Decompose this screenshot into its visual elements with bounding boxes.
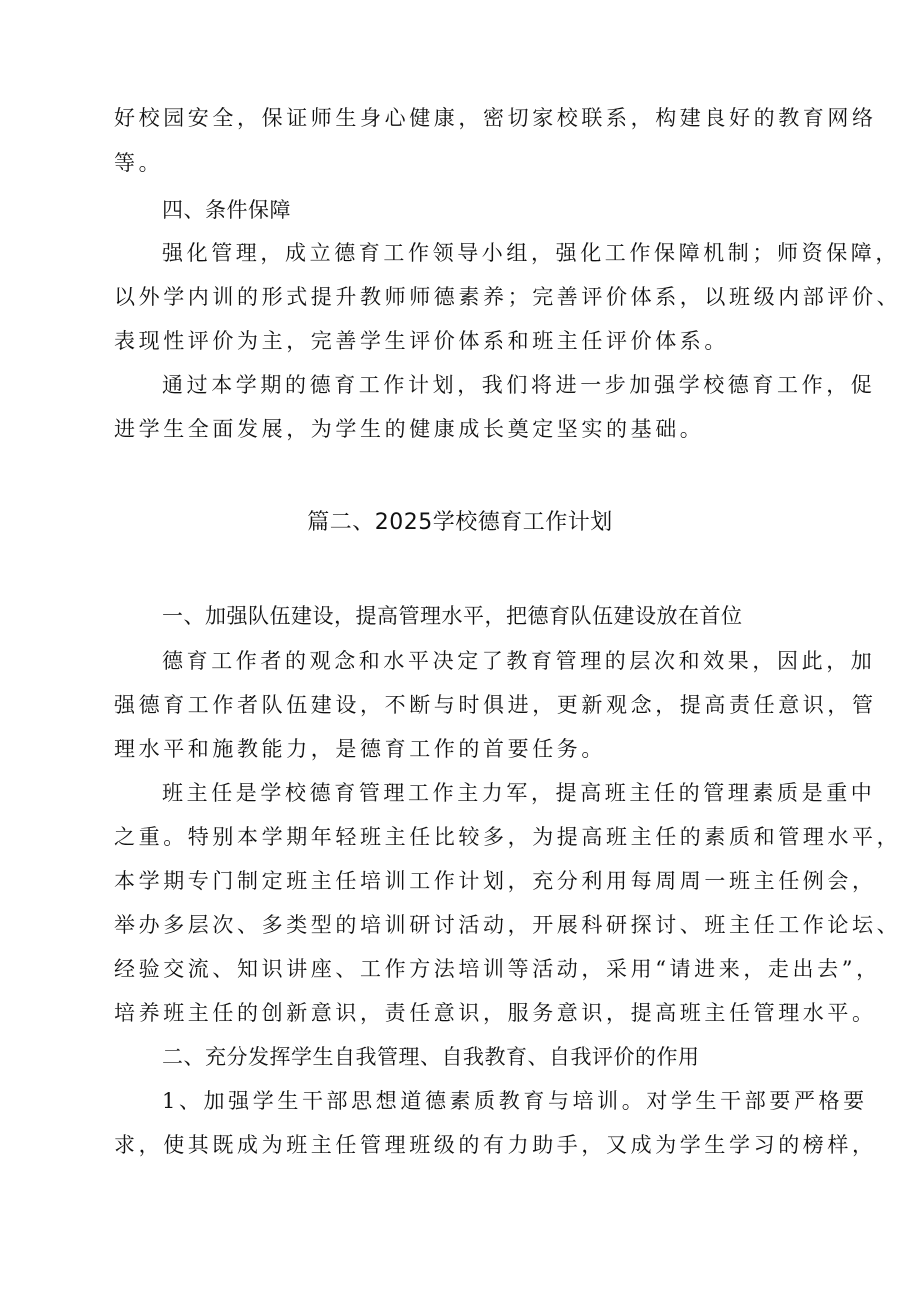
paragraph-line: 1、加强学生干部思想道德素质教育与培训。对学生干部要严格要 [162, 1089, 868, 1113]
section-heading-team-building: 一、加强队伍建设，提高管理水平，把德育队伍建设放在首位 [162, 604, 743, 628]
section-heading-self-management: 二、充分发挥学生自我管理、自我教育、自我评价的作用 [162, 1045, 700, 1069]
paragraph-line: 进学生全面发展，为学生的健康成长奠定坚实的基础。 [114, 417, 705, 441]
paragraph-line: 培养班主任的创新意识，责任意识，服务意识，提高班主任管理水平。 [114, 1001, 877, 1025]
paragraph-line: 求，使其既成为班主任管理班级的有力助手，又成为学生学习的榜样， [114, 1133, 877, 1157]
paragraph-line: 表现性评价为主，完善学生评价体系和班主任评价体系。 [114, 329, 729, 353]
paragraph-line: 以外学内训的形式提升教师师德素养；完善评价体系，以班级内部评价、 [114, 285, 902, 309]
section-heading-conditions: 四、条件保障 [162, 198, 291, 222]
paragraph-line: 通过本学期的德育工作计划，我们将进一步加强学校德育工作，促 [162, 373, 876, 397]
paragraph-line: 之重。特别本学期年轻班主任比较多，为提高班主任的素质和管理水平， [114, 825, 902, 849]
paragraph-line: 理水平和施教能力，是德育工作的首要任务。 [114, 737, 606, 761]
paragraph-line: 举办多层次、多类型的培训研讨活动，开展科研探讨、班主任工作论坛、 [114, 913, 902, 937]
paragraph-line: 等。 [114, 151, 164, 175]
paragraph-line: 强化管理，成立德育工作领导小组，强化工作保障机制；师资保障， [162, 241, 900, 265]
paragraph-line: 经验交流、知识讲座、工作方法培训等活动，采用“请进来，走出去”， [114, 957, 881, 981]
paragraph-line: 好校园安全，保证师生身心健康，密切家校联系，构建良好的教育网络 [114, 106, 877, 130]
paragraph-line: 强德育工作者队伍建设，不断与时俱进，更新观念，提高责任意识，管 [114, 693, 877, 717]
section-title: 篇二、2025学校德育工作计划 [307, 510, 613, 535]
paragraph-line: 德育工作者的观念和水平决定了教育管理的层次和效果，因此，加 [162, 649, 876, 673]
paragraph-line: 本学期专门制定班主任培训工作计划，充分利用每周周一班主任例会， [114, 869, 877, 893]
paragraph-line: 班主任是学校德育管理工作主力军，提高班主任的管理素质是重中 [162, 781, 876, 805]
